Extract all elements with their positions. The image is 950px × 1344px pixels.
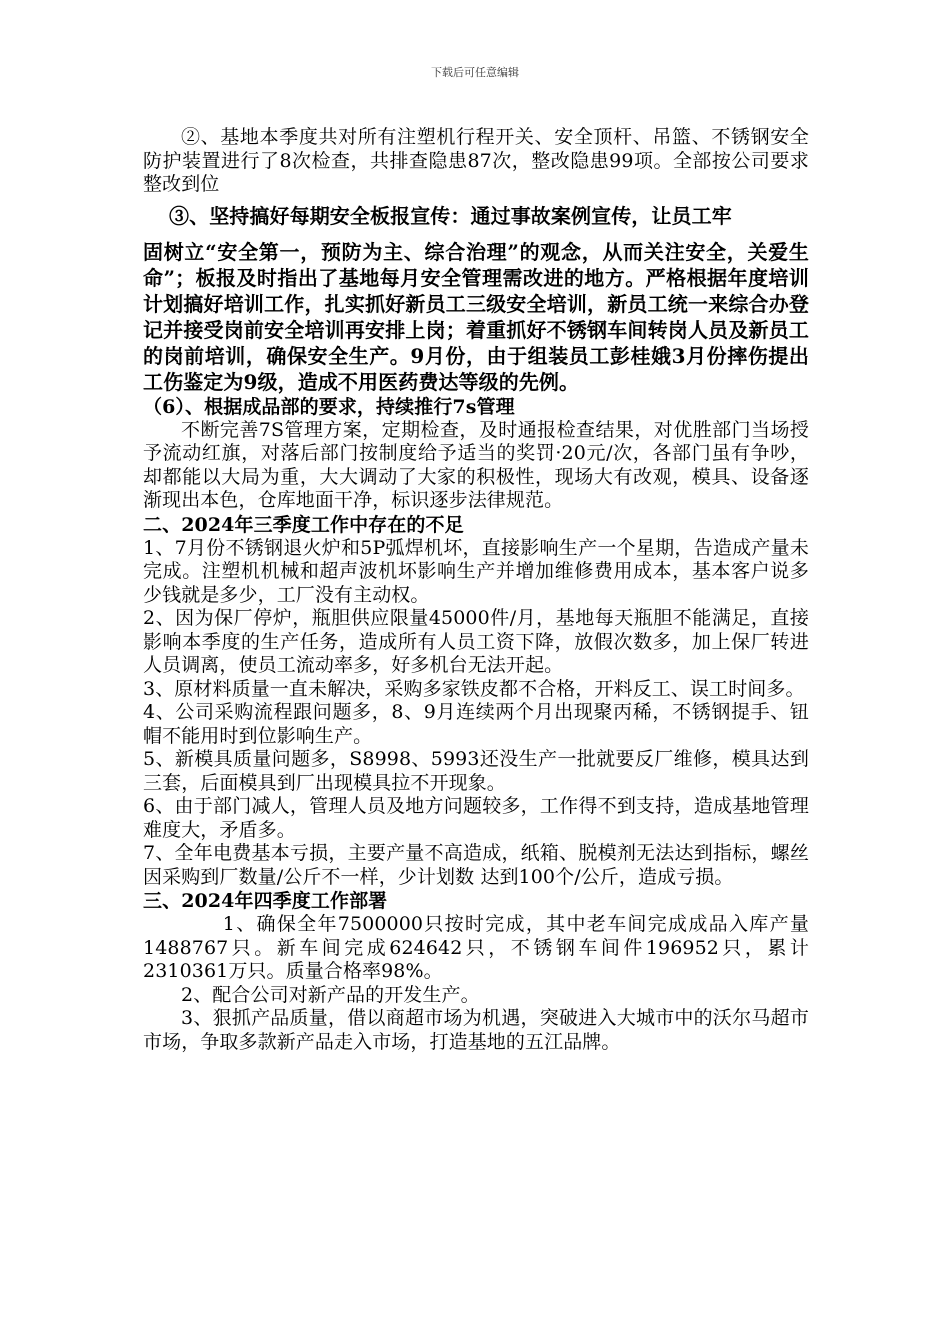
paragraph-7s-body: 不断完善7S管理方案，定期检查，及时通报检查结果，对优胜部门当场授予流动红旗，对落后部门按制度给予适当的奖罚·20元/次，各部门虽有争吵，却都能以大局为重，大大调动了大家的积极性，现场大有改观，模具、设备逐渐现出本色，仓库地面干净，标识逐步法律规范。 (143, 418, 809, 511)
list-item-plan-2: 2、配合公司对新产品的开发生产。 (181, 983, 480, 1006)
paragraph-item-2: ②、基地本季度共对所有注塑机行程开关、安全顶杆、吊篮、不锈钢安全防护装置进行了8次检查，共排查隐患87次，整改隐患99项。全部按公司要求整改到位 (143, 126, 809, 195)
list-item-shortcoming-7: 7、全年电费基本亏损，主要产量不高造成，纸箱、脱模剂无法达到指标，螺丝因采购到厂数量/公斤不一样，少计划数 达到100个/公斤，造成亏损。 (143, 842, 809, 888)
list-item-shortcoming-6: 6、由于部门减人，管理人员及地方问题较多，工作得不到支持，造成基地管理难度大，矛盾多。 (143, 795, 809, 841)
document-body (143, 126, 809, 1054)
section-heading-shortcomings: 二、2024年三季度工作中存在的不足 (143, 513, 464, 536)
list-item-plan-1: 1、确保全年7500000只按时完成，其中老车间完成成品入库产量1488767只。新车间完成624642只，不锈钢车间件196952只，累计2310361万只。质量合格率98%。 (143, 913, 809, 982)
list-item-shortcoming-1: 1、7月份不锈钢退火炉和5P弧焊机坏，直接影响生产一个星期，告造成产量未完成。注塑机机械和超声波机坏影响生产并增加维修费用成本，基本客户说多少钱就是多少，工厂没有主动权。 (143, 536, 809, 606)
list-item-plan-3: 3、狠抓产品质量，借以商超市场为机遇，突破进入大城市中的沃尔马超市市场，争取多款新产品走入市场，打造基地的五江品牌。 (143, 1007, 809, 1053)
list-item-shortcoming-5: 5、新模具质量问题多，S8998、5993还没生产一批就要反厂维修，模具达到三套，后面模具到厂出现模具拉不开现象。 (143, 748, 809, 794)
list-item-shortcoming-4: 4、公司采购流程跟问题多，8、9月连续两个月出现聚丙稀，不锈钢提手、钮帽不能用时到位影响生产。 (143, 701, 809, 747)
list-item-shortcoming-2: 2、因为保厂停炉，瓶胆供应限量45000件/月，基地每天瓶胆不能满足，直接影响本季度的生产任务，造成所有人员工资下降，放假次数多，加上保厂转进人员调离，使员工流动率多，好多机台无法开起。 (143, 607, 809, 676)
section-heading-q4-plan: 三、2024年四季度工作部署 (143, 890, 388, 912)
paragraph-item-3-lead: ③、坚持搞好每期安全板报宣传：通过事故案例宣传，让员工牢 (169, 203, 732, 228)
list-item-shortcoming-3: 3、原材料质量一直未解决，采购多家铁皮都不合格，开料反工、误工时间多。 (143, 677, 805, 700)
page-header: 下载后可任意编辑 (431, 66, 519, 79)
paragraph-item-3-body: 固树立“安全第一，预防为主、综合治理”的观念，从而关注安全，关爱生命”；板报及时指出了基地每月安全管理需改进的地方。严格根据年度培训计划搞好培训工作，扎实抓好新员工三级安全培训，新员工统一来综合办登记并接受岗前安全培训再安排上岗；着重抓好不锈钢车间转岗人员及新员工的岗前培训，确保安全生产。9月份，由于组装员工彭桂娥3月份摔伤提出工伤鉴定为9级，造成不用医药费达等级的先例。 (143, 239, 809, 394)
section-heading-7s: （6）、根据成品部的要求，持续推行7s管理 (143, 395, 515, 418)
